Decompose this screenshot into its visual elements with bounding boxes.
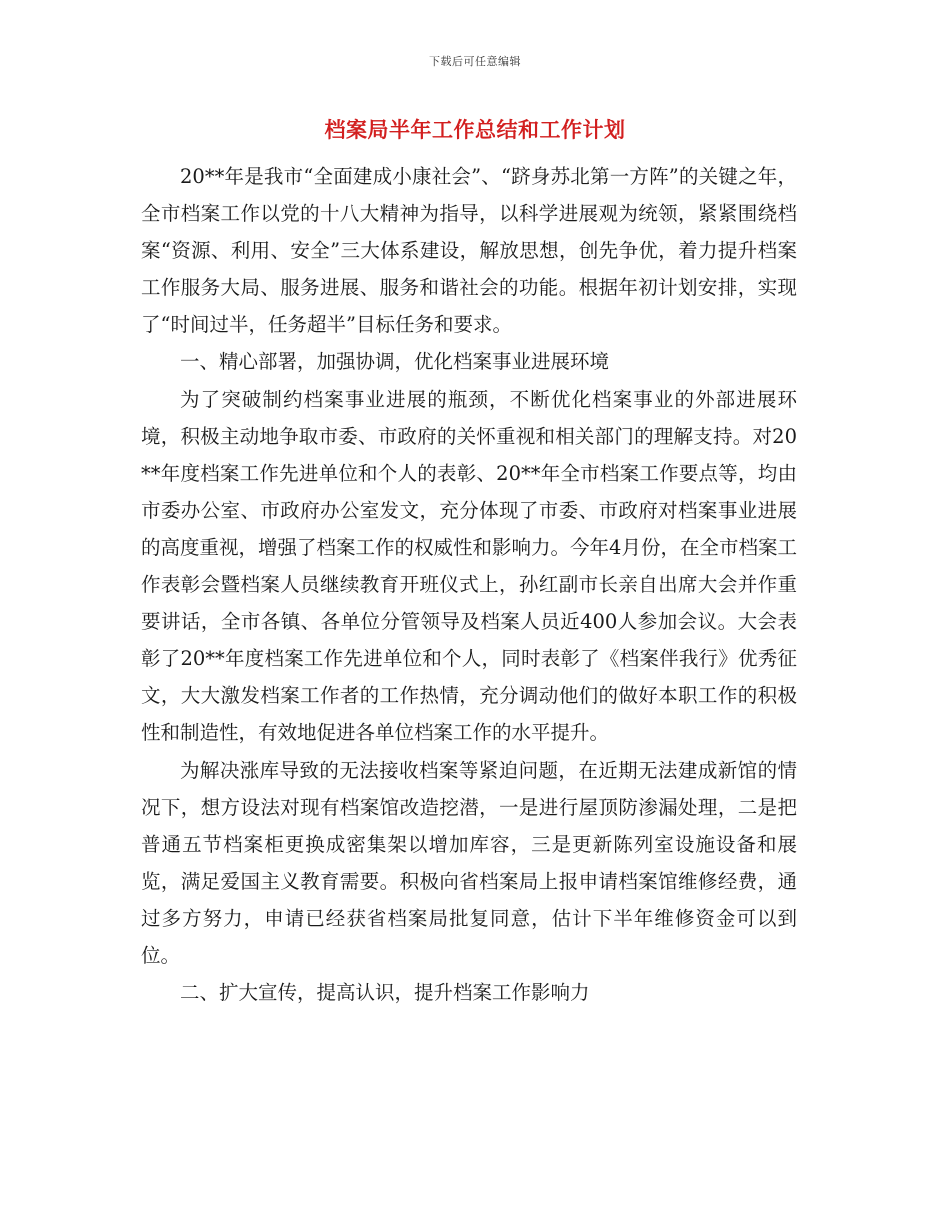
intro-paragraph: 20**年是我市“全面建成小康社会”、“跻身苏北第一方阵”的关键之年，全市档案工作以党的十八大精神为指导，以科学进展观为统领，紧紧围绕档案“资源、利用、安全”三大体系建设，解放思想，创先争优，着力提升档案工作服务大局、服务进展、服务和谐社会的功能。根据年初计划安排，实现了“时间过半，任务超半”目标任务和要求。 [141,165,797,337]
section-1-paragraph-1: 为了突破制约档案事业进展的瓶颈，不断优化档案事业的外部进展环境，积极主动地争取市委、市政府的关怀重视和相关部门的理解支持。对20**年度档案工作先进单位和个人的表彰、20**年全市档案工作要点等，均由市委办公室、市政府办公室发文，充分体现了市委、市政府对档案事业进展的高度重视，增强了档案工作的权威性和影响力。今年4月份，在全市档案工作表彰会暨档案人员继续教育开班仪式上，孙红副市长亲自出席大会并作重要讲话，全市各镇、各单位分管领导及档案人员近400人参加会议。大会表彰了20**年度档案工作先进单位和个人，同时表彰了《档案伴我行》优秀征文，大大激发档案工作者的工作热情，充分调动他们的做好本职工作的积极性和制造性，有效地促进各单位档案工作的水平提升。 [141,387,797,745]
document-body [141,158,797,1011]
section-heading-2: 二、扩大宣传，提高认识，提升档案工作影响力 [180,981,590,1005]
section-heading-1: 一、精心部署，加强协调，优化档案事业进展环境 [180,350,610,374]
section-1-paragraph-2: 为解决涨库导致的无法接收档案等紧迫问题，在近期无法建成新馆的情况下，想方设法对现有档案馆改造挖潜，一是进行屋顶防渗漏处理，二是把普通五节档案柜更换成密集架以增加库容，三是更新陈列室设施设备和展览，满足爱国主义教育需要。积极向省档案局上报申请档案馆维修经费，通过多方努力，申请已经获省档案局批复同意，估计下半年维修资金可以到位。 [141,758,797,967]
header-note: 下载后可任意编辑 [429,55,521,68]
document-title: 档案局半年工作总结和工作计划 [324,117,626,142]
